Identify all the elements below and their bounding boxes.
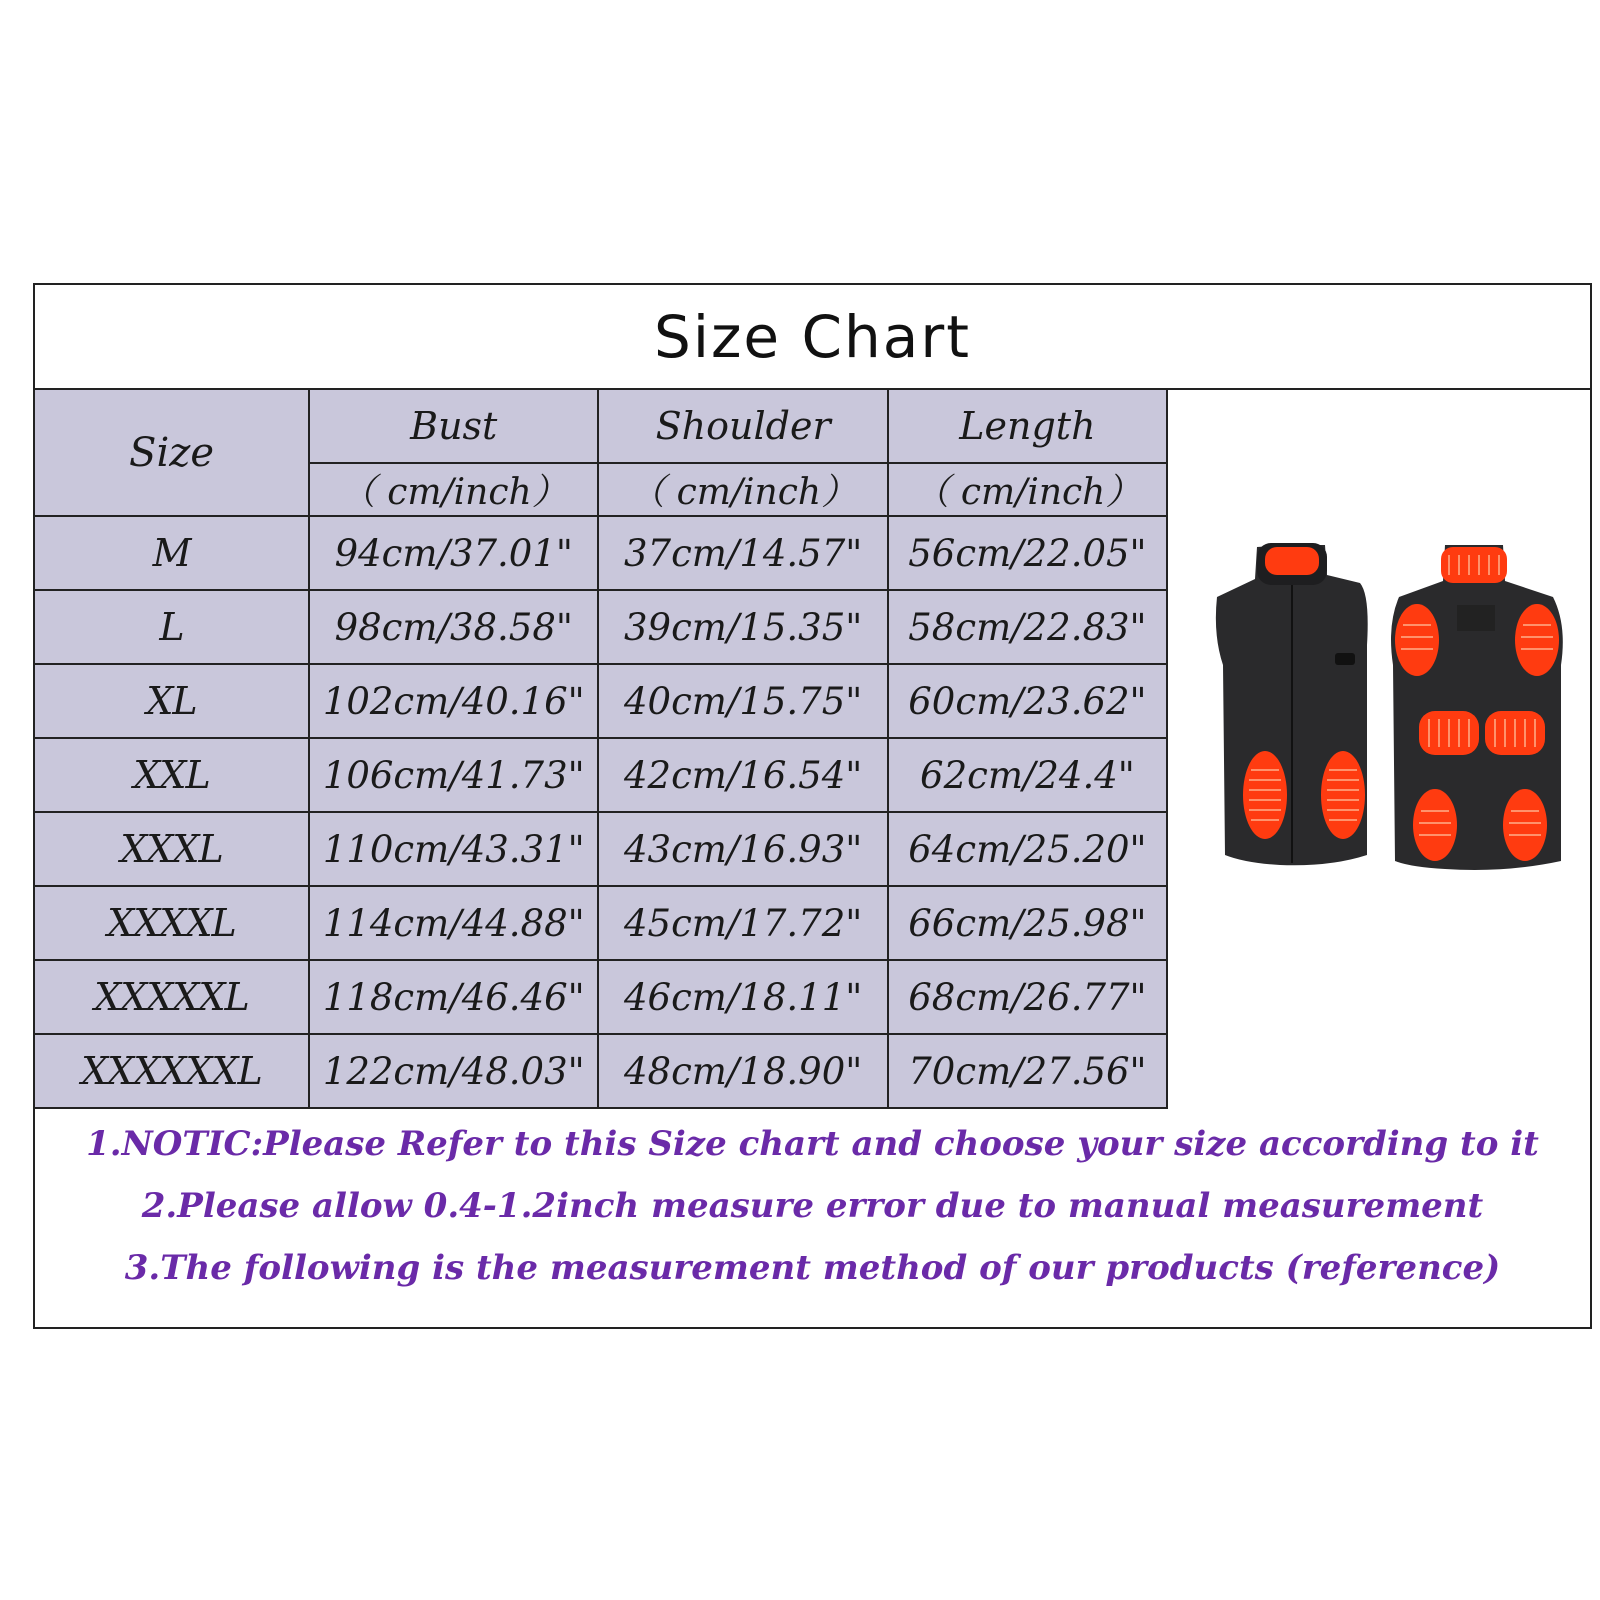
table-row	[35, 590, 1167, 664]
table-row	[35, 960, 1167, 1034]
note-1: 1.NOTIC:Please Refer to this Size chart and choose your size according to it	[86, 1124, 1539, 1164]
bust-cell: 106cm/41.73"	[309, 738, 598, 812]
table-row	[35, 1034, 1167, 1108]
bust-cell: 110cm/43.31"	[309, 812, 598, 886]
table-row	[35, 664, 1167, 738]
length-cell: 62cm/24.4"	[888, 738, 1167, 812]
table-row	[35, 812, 1167, 886]
title-row	[35, 285, 1590, 390]
size-table	[35, 388, 1168, 1109]
length-header: Length	[888, 389, 1167, 463]
bust-header: Bust	[309, 389, 598, 463]
length-cell: 56cm/22.05"	[888, 516, 1167, 590]
shoulder-cell: 45cm/17.72"	[598, 886, 887, 960]
size-header: Size	[35, 389, 309, 516]
size-cell: XL	[35, 664, 309, 738]
size-cell: XXXXXL	[35, 960, 309, 1034]
length-cell: 66cm/25.98"	[888, 886, 1167, 960]
table-row	[35, 886, 1167, 960]
bust-cell: 118cm/46.46"	[309, 960, 598, 1034]
shoulder-unit: （ cm/inch）	[598, 463, 887, 516]
size-cell: XXL	[35, 738, 309, 812]
table-row	[35, 516, 1167, 590]
length-cell: 58cm/22.83"	[888, 590, 1167, 664]
shoulder-cell: 39cm/15.35"	[598, 590, 887, 664]
header-row	[35, 389, 1167, 463]
bust-cell: 98cm/38.58"	[309, 590, 598, 664]
length-cell: 70cm/27.56"	[888, 1034, 1167, 1108]
size-cell: M	[35, 516, 309, 590]
bust-cell: 102cm/40.16"	[309, 664, 598, 738]
length-unit: （ cm/inch）	[888, 463, 1167, 516]
page-title: Size Chart	[654, 302, 971, 371]
note-2: 2.Please allow 0.4-1.2inch measure error due to manual measurement	[141, 1186, 1484, 1226]
size-cell: L	[35, 590, 309, 664]
size-cell: XXXXL	[35, 886, 309, 960]
shoulder-cell: 46cm/18.11"	[598, 960, 887, 1034]
note-3: 3.The following is the measurement method of our products (reference)	[124, 1248, 1501, 1288]
table-row	[35, 738, 1167, 812]
vest-back	[1391, 545, 1563, 870]
shoulder-header: Shoulder	[598, 389, 887, 463]
size-cell: XXXXXXL	[35, 1034, 309, 1108]
bust-cell: 94cm/37.01"	[309, 516, 598, 590]
size-cell: XXXL	[35, 812, 309, 886]
vest-front	[1216, 543, 1368, 865]
shoulder-cell: 43cm/16.93"	[598, 812, 887, 886]
bust-cell: 122cm/48.03"	[309, 1034, 598, 1108]
size-chart-frame	[33, 283, 1592, 1329]
heated-vest-image	[1195, 525, 1595, 885]
length-cell: 64cm/25.20"	[888, 812, 1167, 886]
bust-cell: 114cm/44.88"	[309, 886, 598, 960]
bust-unit: （ cm/inch）	[309, 463, 598, 516]
shoulder-cell: 37cm/14.57"	[598, 516, 887, 590]
shoulder-cell: 42cm/16.54"	[598, 738, 887, 812]
shoulder-cell: 48cm/18.90"	[598, 1034, 887, 1108]
length-cell: 60cm/23.62"	[888, 664, 1167, 738]
notes-section	[35, 1105, 1590, 1333]
shoulder-cell: 40cm/15.75"	[598, 664, 887, 738]
length-cell: 68cm/26.77"	[888, 960, 1167, 1034]
